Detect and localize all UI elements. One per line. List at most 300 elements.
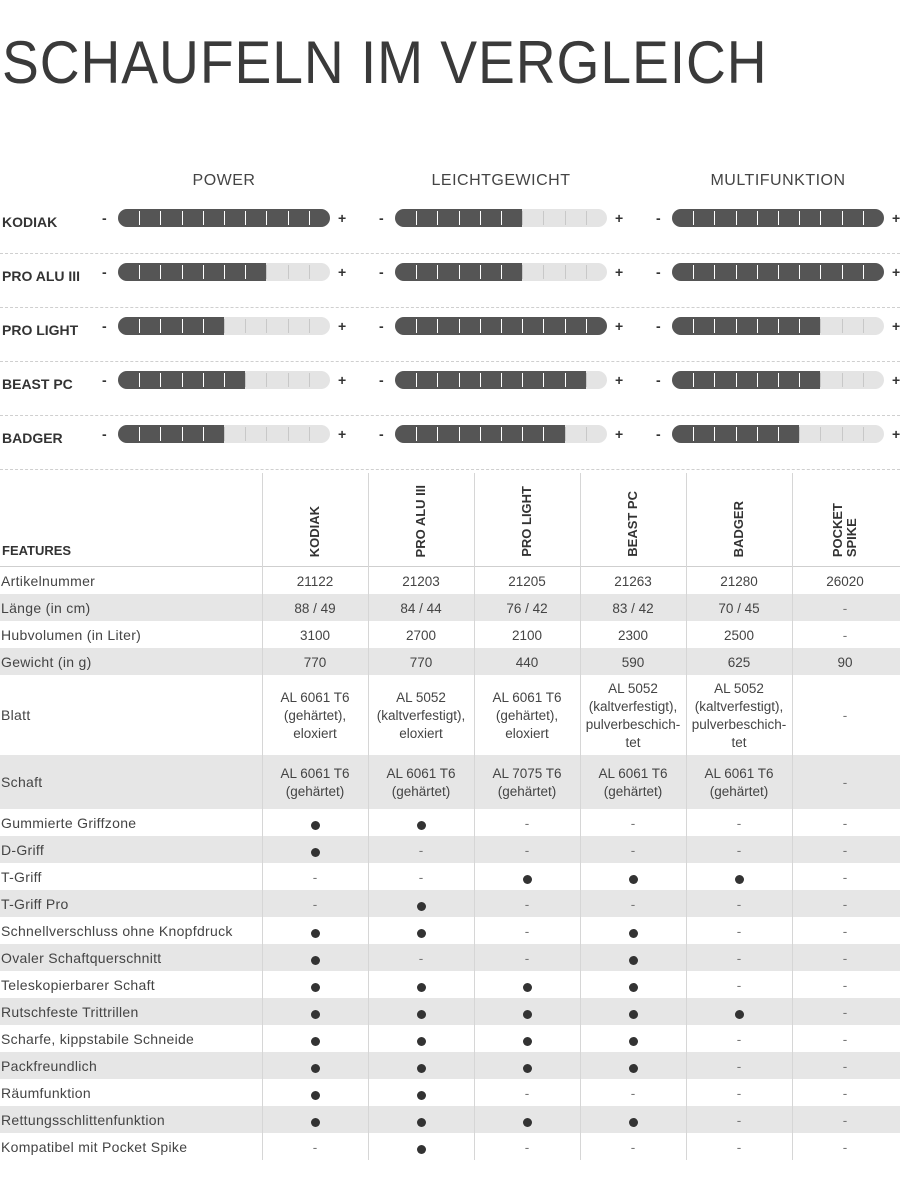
rating-bar-fill bbox=[395, 371, 586, 389]
rating-segment bbox=[459, 427, 460, 441]
table-cell-yes bbox=[262, 979, 368, 997]
table-row-t-griff-pro bbox=[0, 890, 900, 917]
row-label: Länge (in cm) bbox=[1, 599, 91, 616]
feature-dash: - bbox=[736, 896, 742, 912]
table-cell-yes bbox=[474, 1033, 580, 1051]
table-cell: 625 bbox=[727, 654, 751, 670]
rating-segment bbox=[437, 211, 438, 225]
feature-dot bbox=[311, 848, 320, 857]
category-header-power: POWER bbox=[192, 172, 256, 189]
table-cell bbox=[792, 627, 898, 645]
rating-segment bbox=[693, 427, 694, 441]
feature-dot bbox=[311, 1010, 320, 1019]
rating-row-pro-alu-iii bbox=[0, 254, 900, 308]
rating-segment bbox=[736, 373, 737, 387]
column-header-beast-pc bbox=[580, 473, 686, 565]
feature-dash: - bbox=[524, 842, 530, 858]
table-row-teleskopierbarer-schaft bbox=[0, 971, 900, 998]
table-cell bbox=[474, 842, 580, 860]
rating-segment bbox=[501, 211, 502, 225]
table-row-ovaler-schaftquerschnitt bbox=[0, 944, 900, 971]
plus-label: + bbox=[615, 210, 624, 226]
table-cell bbox=[368, 842, 474, 860]
rating-segment bbox=[736, 265, 737, 279]
table-cell: 21280 bbox=[720, 573, 758, 589]
table-cell-yes bbox=[368, 1006, 474, 1024]
rating-segment bbox=[182, 265, 183, 279]
feature-dash: - bbox=[736, 1112, 742, 1128]
rating-segment bbox=[565, 373, 566, 387]
table-cell bbox=[262, 1139, 368, 1157]
minus-label: - bbox=[102, 264, 107, 280]
rating-segment bbox=[799, 427, 800, 441]
column-header-pocket-spike bbox=[792, 473, 898, 565]
table-cell bbox=[686, 923, 792, 941]
column-header-label: POCKET SPIKE bbox=[830, 502, 859, 557]
plus-label: + bbox=[338, 426, 347, 442]
feature-dot bbox=[311, 1064, 320, 1073]
feature-dot bbox=[417, 1091, 426, 1100]
rating-segment bbox=[182, 319, 183, 333]
plus-label: + bbox=[338, 264, 347, 280]
table-cell-yes bbox=[474, 1006, 580, 1024]
feature-dash: - bbox=[842, 627, 848, 643]
table-cell-yes bbox=[262, 817, 368, 835]
feature-dash: - bbox=[736, 950, 742, 966]
rating-segment bbox=[288, 373, 289, 387]
row-label: Scharfe, kippstabile Schneide bbox=[1, 1030, 195, 1047]
table-cell-yes bbox=[368, 898, 474, 916]
rating-bar-power bbox=[118, 209, 330, 227]
rating-segment bbox=[586, 319, 587, 333]
feature-dash: - bbox=[736, 842, 742, 858]
rating-segment bbox=[437, 265, 438, 279]
table-cell-yes bbox=[262, 1006, 368, 1024]
feature-dot bbox=[629, 1010, 638, 1019]
feature-dot bbox=[417, 1010, 426, 1019]
feature-dot bbox=[523, 983, 532, 992]
table-cell bbox=[580, 1085, 686, 1103]
feature-dash: - bbox=[842, 842, 848, 858]
feature-dash: - bbox=[524, 1139, 530, 1155]
feature-dot bbox=[311, 821, 320, 830]
feature-dash: - bbox=[418, 950, 424, 966]
rating-segment bbox=[863, 319, 864, 333]
rating-segment bbox=[522, 211, 523, 225]
table-cell-yes bbox=[580, 952, 686, 970]
table-cell bbox=[580, 1139, 686, 1157]
column-header-label: PRO LIGHT bbox=[519, 486, 534, 557]
table-cell bbox=[686, 896, 792, 914]
table-cell: AL 5052 (kaltverfestigt), pulverbeschich- tet bbox=[691, 681, 787, 750]
table-cell bbox=[686, 977, 792, 995]
table-row-blatt bbox=[0, 675, 900, 755]
feature-dash: - bbox=[630, 842, 636, 858]
rating-segment bbox=[459, 265, 460, 279]
feature-dot bbox=[735, 875, 744, 884]
rating-segment bbox=[586, 427, 587, 441]
feature-dot bbox=[417, 1145, 426, 1154]
rating-segment bbox=[182, 373, 183, 387]
feature-dash: - bbox=[842, 1139, 848, 1155]
row-label: Ovaler Schaftquerschnitt bbox=[1, 949, 162, 966]
rating-segment bbox=[203, 373, 204, 387]
rating-segment bbox=[501, 319, 502, 333]
rating-bar-fill bbox=[118, 263, 266, 281]
row-label: Rettungsschlittenfunktion bbox=[1, 1111, 165, 1128]
plus-label: + bbox=[338, 318, 347, 334]
feature-dash: - bbox=[842, 1004, 848, 1020]
rating-segment bbox=[203, 427, 204, 441]
table-cell: 88 / 49 bbox=[294, 600, 336, 616]
column-header-pro-light bbox=[474, 473, 580, 565]
table-cell-yes bbox=[262, 1033, 368, 1051]
rating-segment bbox=[757, 265, 758, 279]
rating-segment bbox=[757, 427, 758, 441]
rating-bar-multifunktion bbox=[672, 209, 884, 227]
rating-segment bbox=[757, 211, 758, 225]
table-cell bbox=[580, 896, 686, 914]
minus-label: - bbox=[102, 210, 107, 226]
rating-segment bbox=[139, 211, 140, 225]
feature-dash: - bbox=[418, 842, 424, 858]
table-row-länge-in-cm bbox=[0, 594, 900, 621]
table-row-schaft bbox=[0, 755, 900, 809]
rating-segment bbox=[416, 265, 417, 279]
rating-bar-leichtgewicht bbox=[395, 317, 607, 335]
minus-label: - bbox=[102, 372, 107, 388]
rating-segment bbox=[245, 211, 246, 225]
feature-dash: - bbox=[842, 1112, 848, 1128]
feature-dash: - bbox=[524, 923, 530, 939]
table-cell bbox=[580, 842, 686, 860]
table-cell-yes bbox=[368, 1141, 474, 1159]
table-cell: AL 5052 (kaltverfestigt), pulverbeschich- tet bbox=[585, 681, 681, 750]
feature-dash: - bbox=[630, 1139, 636, 1155]
rating-segment bbox=[480, 427, 481, 441]
table-cell: 440 bbox=[515, 654, 539, 670]
table-cell: AL 6061 T6 (gehärtet) bbox=[704, 766, 774, 799]
table-cell bbox=[792, 1058, 898, 1076]
table-cell bbox=[792, 896, 898, 914]
product-name: PRO LIGHT bbox=[2, 322, 79, 338]
feature-dash: - bbox=[630, 1085, 636, 1101]
rating-segment bbox=[842, 427, 843, 441]
rating-segment bbox=[778, 211, 779, 225]
page-title: SCHAUFELN IM VERGLEICH bbox=[2, 29, 768, 96]
column-header-badger bbox=[686, 473, 792, 565]
column-header-pro-alu-iii bbox=[368, 473, 474, 565]
rating-bar-leichtgewicht bbox=[395, 209, 607, 227]
column-divider bbox=[368, 473, 369, 1160]
rating-segment bbox=[863, 211, 864, 225]
rating-segment bbox=[820, 319, 821, 333]
table-cell-yes bbox=[262, 844, 368, 862]
feature-dash: - bbox=[842, 1058, 848, 1074]
table-cell: 21263 bbox=[614, 573, 652, 589]
feature-dash: - bbox=[842, 1031, 848, 1047]
rating-segment bbox=[309, 373, 310, 387]
rating-segment bbox=[522, 427, 523, 441]
rating-segment bbox=[480, 265, 481, 279]
rating-segment bbox=[820, 373, 821, 387]
product-name: BEAST PC bbox=[2, 376, 73, 392]
table-cell: 21205 bbox=[508, 573, 546, 589]
table-cell: 76 / 42 bbox=[506, 600, 548, 616]
table-cell-yes bbox=[580, 925, 686, 943]
table-row-kompatibel-mit-pocket-spike bbox=[0, 1133, 900, 1160]
rating-segment bbox=[309, 427, 310, 441]
feature-dash: - bbox=[736, 1031, 742, 1047]
table-cell-yes bbox=[262, 1087, 368, 1105]
table-row-räumfunktion bbox=[0, 1079, 900, 1106]
table-cell-yes bbox=[474, 979, 580, 997]
rating-segment bbox=[799, 211, 800, 225]
rating-bar-leichtgewicht bbox=[395, 371, 607, 389]
rating-segment bbox=[416, 427, 417, 441]
feature-dot bbox=[417, 1118, 426, 1127]
table-cell-yes bbox=[580, 979, 686, 997]
rating-segment bbox=[820, 211, 821, 225]
rating-bar-power bbox=[118, 317, 330, 335]
rating-bar-fill bbox=[672, 371, 820, 389]
table-cell bbox=[262, 896, 368, 914]
rating-segment bbox=[778, 265, 779, 279]
rating-segment bbox=[309, 319, 310, 333]
feature-dash: - bbox=[842, 708, 848, 723]
table-cell: 770 bbox=[409, 654, 433, 670]
rating-segment bbox=[522, 373, 523, 387]
row-label: Packfreundlich bbox=[1, 1057, 98, 1074]
table-cell: AL 6061 T6 (gehärtet), eloxiert bbox=[492, 690, 562, 741]
table-cell bbox=[368, 869, 474, 887]
column-header-label: PRO ALU III bbox=[413, 484, 428, 557]
table-cell-yes bbox=[368, 1033, 474, 1051]
feature-dash: - bbox=[312, 869, 318, 885]
plus-label: + bbox=[615, 264, 624, 280]
table-cell bbox=[792, 1139, 898, 1157]
rating-segment bbox=[160, 427, 161, 441]
table-cell-yes bbox=[580, 1060, 686, 1078]
rating-segment bbox=[820, 427, 821, 441]
table-cell bbox=[792, 1004, 898, 1022]
plus-label: + bbox=[892, 264, 900, 280]
category-header-leichtgewicht: LEICHTGEWICHT bbox=[431, 172, 571, 189]
feature-dash: - bbox=[842, 1085, 848, 1101]
table-cell: 770 bbox=[303, 654, 327, 670]
table-row-artikelnummer bbox=[0, 567, 900, 594]
minus-label: - bbox=[656, 318, 661, 334]
column-header-label: BADGER bbox=[731, 500, 746, 557]
table-cell-yes bbox=[686, 1006, 792, 1024]
rating-bar-leichtgewicht bbox=[395, 263, 607, 281]
table-cell: 3100 bbox=[299, 627, 331, 643]
rating-segment bbox=[501, 373, 502, 387]
rating-row-kodiak bbox=[0, 200, 900, 254]
row-label: Gewicht (in g) bbox=[1, 653, 92, 670]
rating-segment bbox=[863, 265, 864, 279]
rating-segment bbox=[799, 265, 800, 279]
feature-dot bbox=[523, 1118, 532, 1127]
rating-segment bbox=[565, 265, 566, 279]
rating-segment bbox=[714, 373, 715, 387]
row-label: Artikelnummer bbox=[1, 572, 96, 589]
rating-segment bbox=[245, 373, 246, 387]
rating-segment bbox=[586, 211, 587, 225]
table-cell bbox=[686, 1085, 792, 1103]
minus-label: - bbox=[656, 264, 661, 280]
table-cell bbox=[474, 815, 580, 833]
table-cell bbox=[686, 842, 792, 860]
rating-segment bbox=[182, 427, 183, 441]
rating-segment bbox=[757, 373, 758, 387]
column-divider bbox=[792, 473, 793, 1160]
column-divider bbox=[262, 473, 263, 1160]
table-cell: 84 / 44 bbox=[400, 600, 442, 616]
feature-dash: - bbox=[842, 950, 848, 966]
rating-segment bbox=[416, 319, 417, 333]
rating-segment bbox=[799, 373, 800, 387]
table-cell-yes bbox=[262, 1114, 368, 1132]
table-cell-yes bbox=[474, 1114, 580, 1132]
rating-segment bbox=[288, 427, 289, 441]
table-cell bbox=[792, 1085, 898, 1103]
rating-segment bbox=[842, 265, 843, 279]
feature-dash: - bbox=[842, 923, 848, 939]
row-label: D-Griff bbox=[1, 841, 45, 858]
rating-segment bbox=[565, 427, 566, 441]
rating-segment bbox=[714, 319, 715, 333]
table-cell-yes bbox=[262, 1060, 368, 1078]
table-cell bbox=[686, 1031, 792, 1049]
table-cell bbox=[686, 1112, 792, 1130]
table-cell bbox=[792, 977, 898, 995]
row-label: Hubvolumen (in Liter) bbox=[1, 626, 142, 643]
rating-segment bbox=[522, 265, 523, 279]
plus-label: + bbox=[892, 372, 900, 388]
table-row-scharfe-kippstabile-schneide bbox=[0, 1025, 900, 1052]
feature-dash: - bbox=[736, 815, 742, 831]
rating-segment bbox=[139, 319, 140, 333]
rating-segment bbox=[736, 319, 737, 333]
rating-segment bbox=[778, 319, 779, 333]
feature-dot bbox=[523, 1064, 532, 1073]
rating-segment bbox=[459, 319, 460, 333]
plus-label: + bbox=[892, 318, 900, 334]
table-cell-yes bbox=[368, 979, 474, 997]
feature-dot bbox=[629, 1037, 638, 1046]
table-row-hubvolumen-in-liter bbox=[0, 621, 900, 648]
rating-segment bbox=[139, 427, 140, 441]
column-header-kodiak bbox=[262, 473, 368, 565]
rating-segment bbox=[288, 211, 289, 225]
feature-dash: - bbox=[312, 1139, 318, 1155]
column-divider bbox=[474, 473, 475, 1160]
feature-dot bbox=[417, 1064, 426, 1073]
feature-dot bbox=[629, 983, 638, 992]
table-cell-yes bbox=[262, 952, 368, 970]
table-cell bbox=[792, 950, 898, 968]
column-divider bbox=[580, 473, 581, 1160]
feature-dash: - bbox=[524, 950, 530, 966]
row-label: Schnellverschluss ohne Knopfdruck bbox=[1, 922, 233, 939]
rating-segment bbox=[543, 373, 544, 387]
rating-bar-power bbox=[118, 425, 330, 443]
rating-segment bbox=[501, 265, 502, 279]
feature-dash: - bbox=[630, 815, 636, 831]
table-cell-yes bbox=[368, 1087, 474, 1105]
row-label: Räumfunktion bbox=[1, 1084, 91, 1101]
table-cell: AL 7075 T6 (gehärtet) bbox=[492, 766, 562, 799]
table-cell: 90 bbox=[837, 654, 853, 670]
row-label: Rutschfeste Trittrillen bbox=[1, 1003, 139, 1020]
table-cell bbox=[474, 950, 580, 968]
feature-dot bbox=[629, 875, 638, 884]
table-cell-yes bbox=[686, 871, 792, 889]
table-cell bbox=[686, 815, 792, 833]
table-cell-yes bbox=[580, 1114, 686, 1132]
rating-segment bbox=[714, 427, 715, 441]
feature-dot bbox=[523, 875, 532, 884]
rating-segment bbox=[416, 211, 417, 225]
feature-dash: - bbox=[842, 869, 848, 885]
minus-label: - bbox=[102, 426, 107, 442]
feature-dot bbox=[311, 1091, 320, 1100]
feature-dot bbox=[417, 983, 426, 992]
rating-segment bbox=[266, 265, 267, 279]
rating-segment bbox=[437, 373, 438, 387]
table-cell bbox=[474, 923, 580, 941]
rating-segment bbox=[266, 319, 267, 333]
minus-label: - bbox=[379, 372, 384, 388]
table-cell: 2700 bbox=[405, 627, 437, 643]
table-cell-yes bbox=[580, 1033, 686, 1051]
table-cell bbox=[686, 1058, 792, 1076]
feature-dot bbox=[417, 1037, 426, 1046]
product-name: KODIAK bbox=[2, 214, 58, 230]
minus-label: - bbox=[379, 426, 384, 442]
rating-segment bbox=[245, 427, 246, 441]
table-cell bbox=[474, 1085, 580, 1103]
rating-segment bbox=[480, 319, 481, 333]
plus-label: + bbox=[615, 318, 624, 334]
rating-bar-multifunktion bbox=[672, 263, 884, 281]
table-cell bbox=[368, 950, 474, 968]
rating-segment bbox=[160, 319, 161, 333]
feature-dot bbox=[629, 929, 638, 938]
table-row-rutschfeste-trittrillen bbox=[0, 998, 900, 1025]
minus-label: - bbox=[656, 210, 661, 226]
row-label: Teleskopierbarer Schaft bbox=[1, 976, 155, 993]
table-cell: AL 6061 T6 (gehärtet) bbox=[386, 766, 456, 799]
rating-bar-fill bbox=[672, 317, 820, 335]
rating-segment bbox=[842, 319, 843, 333]
table-cell-yes bbox=[580, 1006, 686, 1024]
row-label: Blatt bbox=[1, 707, 31, 723]
table-cell: 21122 bbox=[296, 573, 334, 589]
rating-bar-fill bbox=[118, 425, 224, 443]
rating-bar-leichtgewicht bbox=[395, 425, 607, 443]
feature-dash: - bbox=[736, 1085, 742, 1101]
feature-dot bbox=[629, 1118, 638, 1127]
column-header-label: KODIAK bbox=[307, 505, 322, 557]
table-cell bbox=[792, 869, 898, 887]
rating-row-pro-light bbox=[0, 308, 900, 362]
rating-segment bbox=[565, 319, 566, 333]
table-cell: AL 6061 T6 (gehärtet) bbox=[598, 766, 668, 799]
feature-dash: - bbox=[736, 977, 742, 993]
feature-dot bbox=[735, 1010, 744, 1019]
